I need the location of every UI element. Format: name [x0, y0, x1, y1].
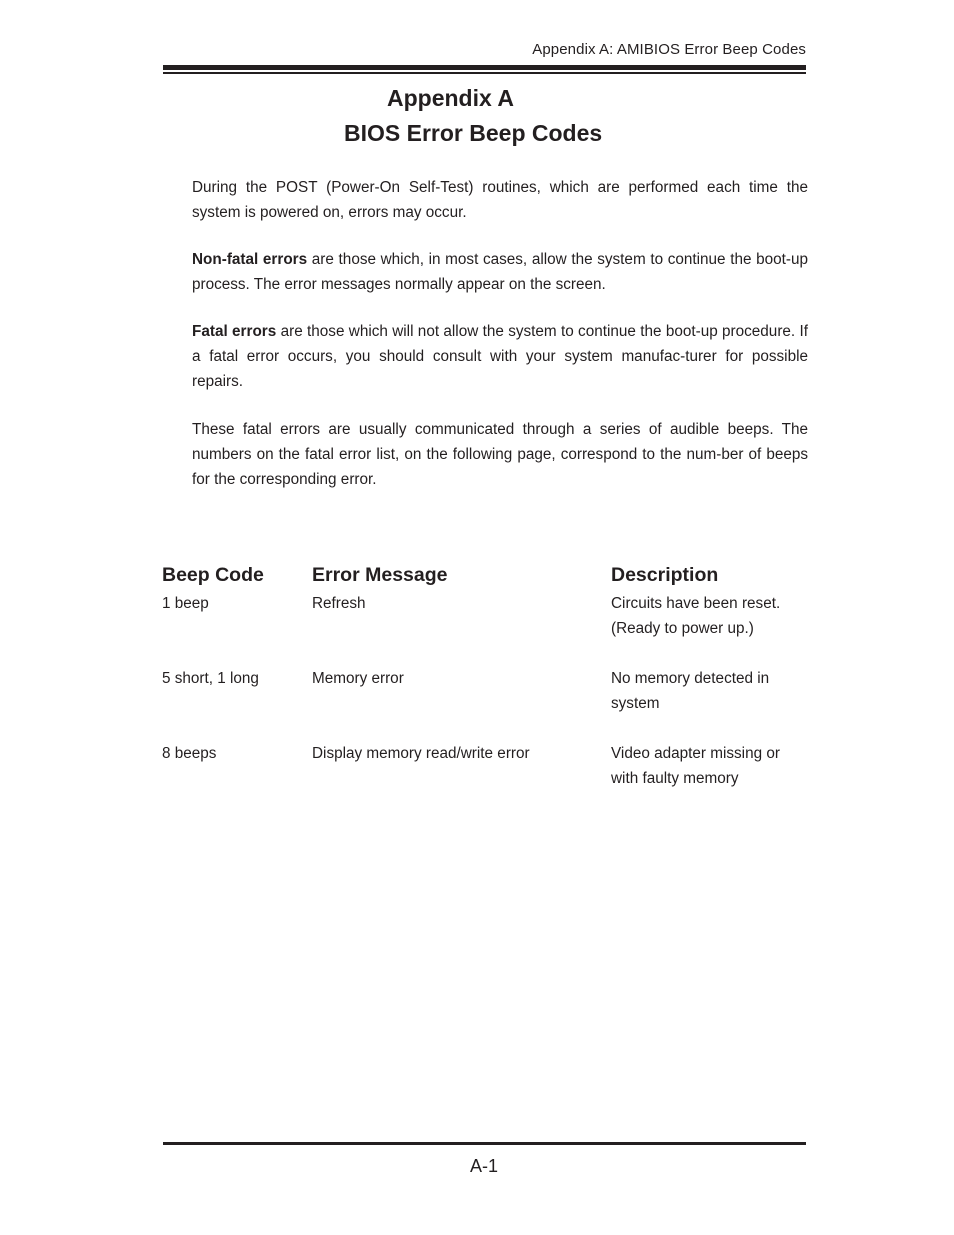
- appendix-title: Appendix A: [387, 85, 514, 111]
- page-number: A-1: [470, 1156, 499, 1176]
- row-1-description: Circuits have been reset. (Ready to power up.): [611, 595, 781, 637]
- column-header-beep-code: Beep Code: [162, 564, 264, 586]
- non-fatal-term: Non-fatal errors: [192, 251, 308, 268]
- intro-paragraph: During the POST (Power-On Self-Test) routines, which are performed each time the system is powered on, errors may occur.: [192, 179, 808, 221]
- non-fatal-paragraph: [192, 247, 808, 297]
- row-1-beep-code: 1 beep: [162, 595, 209, 612]
- column-header-error-message: Error Message: [312, 564, 448, 586]
- row-3-beep-code: 8 beeps: [162, 745, 217, 762]
- beeps-paragraph: These fatal errors are usually communicated through a series of audible beeps. The numbers on the fatal error list, on the following page, correspond to the num-ber of beeps for the corresponding error.: [192, 421, 808, 488]
- non-fatal-text: are those which, in most cases, allow the system to continue the boot-up process. The error messages normally appear on the screen.: [192, 251, 808, 293]
- row-3-error-message: Display memory read/write error: [312, 745, 530, 762]
- appendix-subtitle: BIOS Error Beep Codes: [344, 120, 603, 146]
- footer-rule: [163, 1142, 806, 1145]
- header-rule-thin: [163, 72, 806, 74]
- fatal-term: Fatal errors: [192, 323, 277, 340]
- row-2-beep-code: 5 short, 1 long: [162, 670, 259, 687]
- row-2-description: No memory detected in system: [611, 670, 770, 712]
- column-header-description: Description: [611, 564, 719, 586]
- row-2-error-message: Memory error: [312, 670, 404, 687]
- row-1-error-message: Refresh: [312, 595, 366, 612]
- fatal-paragraph: [192, 319, 808, 394]
- row-3-description: Video adapter missing or with faulty memory: [611, 745, 780, 787]
- fatal-text: are those which will not allow the system to continue the boot-up procedure. If a fatal error occurs, you should consult with your system manufac-turer for possible repairs.: [192, 323, 808, 390]
- running-header: Appendix A: AMIBIOS Error Beep Codes: [532, 41, 806, 58]
- header-rule-thick: [163, 65, 806, 70]
